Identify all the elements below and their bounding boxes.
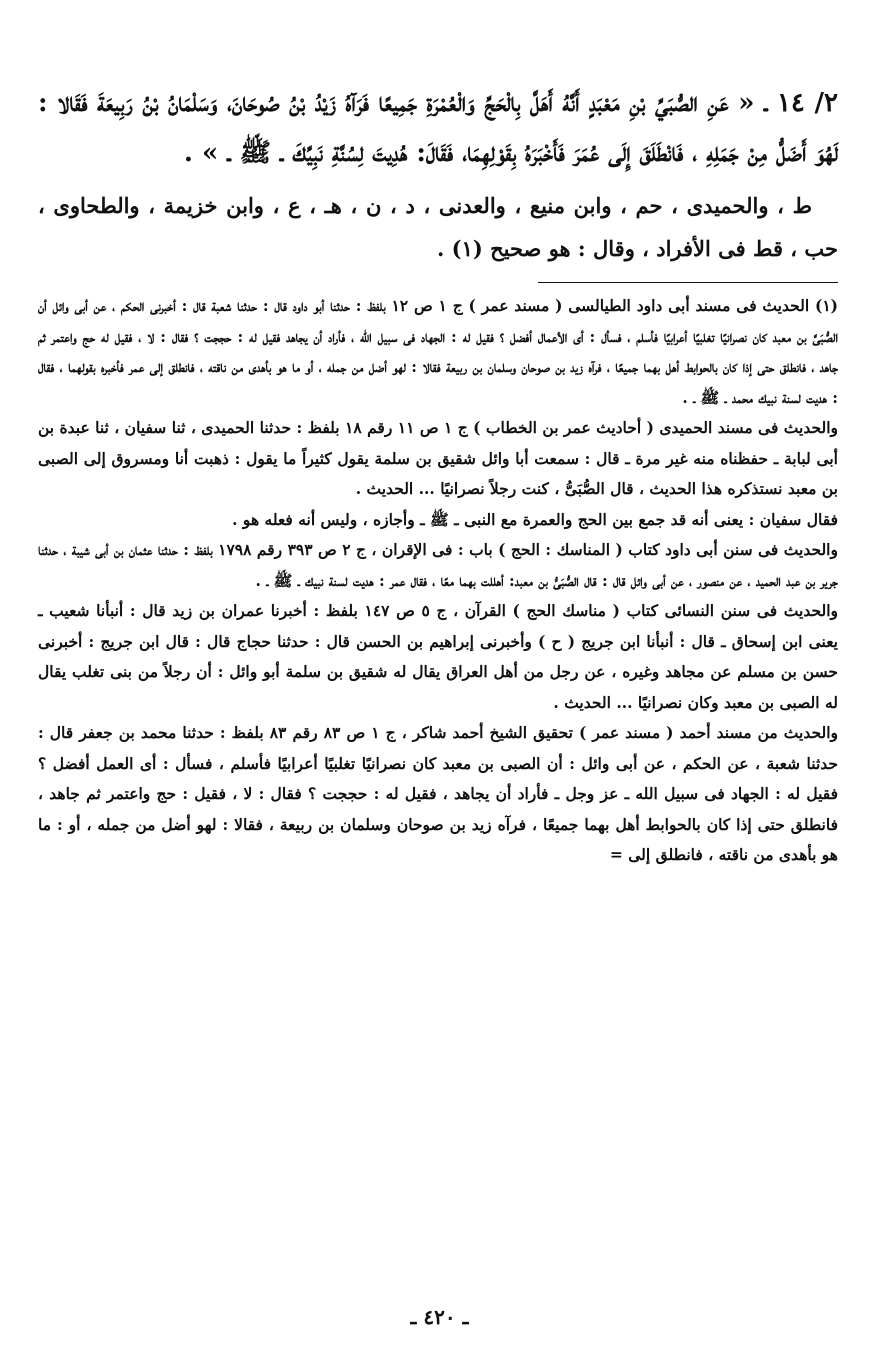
hadith-text-block <box>38 78 838 178</box>
hadith-text: ٢/ ١٤ ـ « عَنِ الصُّبَيِّ بْنِ مَعْبَدٍ أَنَّهُ أَهَلَّ بِالْحَجِّ وَالْعُمْرَةِ جَمِيعًا فَرَآهُ زَيْدُ بْنُ صُوحَانَ، وَسَلْمَانُ بْنُ رَبِيعَةَ فَقَالا : لَهُوَ أَضَلُّ مِنْ جَمَلِهِ ، فَانْطَلَقَ إِلَى عُمَرَ فَأَخْبَرَهُ بِقَوْلِهِمَا، فَقَالَ: هُدِيتَ لِسُنَّةِ نَبِيِّكَ ـ ﷺ ـ » . <box>38 88 838 168</box>
footnote-paragraph: فقال سفيان : يعنى أنه قد جمع بين الحج والعمرة مع النبى ـ ﷺ ـ وأجازه ، وليس أنه فعله هو . <box>232 509 838 529</box>
footnote-paragraph: (١) الحديث فى مسند أبى داود الطيالسى ( مسند عمر ) ج ١ ص ١٢ بلفظ : حدثنا أبو داود قال : حدثنا شعبة قال : أخبرنى الحكم ، عن أبى وائل أن الصُّبَىَّ بن معبد كان نصرانيًا تغلبيًا أعرابيًا فأسلم ، فسأل : أى الأعمال أفضل ؟ فقيل له : الجهاد فى سبيل الله ، فأراد أن يجاهد فقيل له : حججت ؟ فقال : لا ، فقيل له حج واعتمر ثم جاهد ، فانطلق حتى إذا كان بالحوابط أهل بهما جميعًا ، فرآه زيد بن صوحان وسلمان بن ربيعة فقالا : لهو أضل من جمله ، أو ما هو بأهدى من ناقته ، فانطلق إلى عمر فأخبره بقولهما ، فقال : هديت لسنة نبيك محمد ـ ﷺ ـ . <box>38 296 838 407</box>
footnote-separator <box>538 282 838 283</box>
sources-line: ط ، والحميدى ، حم ، وابن منيع ، والعدنى ، د ، ن ، هـ ، ع ، وابن خزيمة ، والطحاوى ، حب ، قط فى الأفراد ، وقال : هو صحيح (١) . <box>38 193 838 261</box>
footnote-paragraph: والحديث فى سنن أبى داود كتاب ( المناسك : الحج ) باب : فى الإقران ، ج ٢ ص ٣٩٣ رقم ١٧٩٨ بلفظ : حدثنا عثمان بن أبى شيبة ، حدثنا جرير بن عبد الحميد ، عن منصور ، عن أبى وائل قال : قال الصُّبَىُّ بن معبد: أهللت بهما معًا ، فقال عمر : هديت لسنة نبيك ـ ﷺ ـ . <box>38 540 838 590</box>
footnote-paragraph: والحديث من مسند أحمد ( مسند عمر ) تحقيق الشيخ أحمد شاكر ، ج ١ ص ٨٣ رقم ٨٣ بلفظ : حدثنا محمد بن جعفر قال : حدثنا شعبة ، عن الحكم ، عن أبى وائل : أن الصبى بن معبد كان نصرانيًا تغلبيًا أعرابيًا فأسلم ، فسأل : أى العمل أفضل ؟ فقيل له : الجهاد فى سبيل الله ـ عز وجل ـ فأراد أن يجاهد ، فقيل له : حججت ؟ فقال : لا ، فقيل : حج واعتمر ثم جاهد ، فانطلق حتى إذا كان بالحوابط أهل بهما جميعًا ، فرآه زيد بن صوحان وسلمان بن ربيعة ، فقالا : لهو أضل من جمله ، أو : ما هو بأهدى من ناقته ، فانطلق إلى = <box>38 723 838 864</box>
page-number: ـ ٤٢٠ ـ <box>410 1305 469 1329</box>
footnote-paragraph: والحديث فى مسند الحميدى ( أحاديث عمر بن الخطاب ) ج ١ ص ١١ رقم ١٨ بلفظ : حدثنا الحميدى ، ثنا سفيان ، ثنا عبدة بن أبى لبابة ـ حفظناه منه غير مرة ـ قال : سمعت أبا وائل شقيق بن سلمة يقول كثيراً ما يقول : ذهبت أنا ومسروق إلى الصبى بن معبد نستذكره هذا الحديث ، قال الصُّبَىُّ ، كنت رجلاً نصرانيًا ... الحديث . <box>38 418 838 498</box>
footnote-block <box>38 291 838 871</box>
footnote-paragraph: والحديث فى سنن النسائى كتاب ( مناسك الحج ) القرآن ، ج ٥ ص ١٤٧ بلفظ : أخبرنا عمران بن زيد قال : أنبأنا شعيب ـ يعنى ابن إسحاق ـ قال : أنبأنا ابن جريج ( ح ) وأخبرنى إبراهيم بن الحسن قال : حدثنا حجاج قال : قال ابن جريج : أخبرنى حسن بن مسلم عن مجاهد وغيره ، عن رجل من أهل العراق يقال له شقيق بن سلمة أبو وائل : أن رجلاً من بنى تغلب يقال له الصبى بن معبد وكان نصرانيًا ... الحديث . <box>38 601 838 712</box>
page-body <box>38 78 838 871</box>
sources-block <box>38 184 838 270</box>
